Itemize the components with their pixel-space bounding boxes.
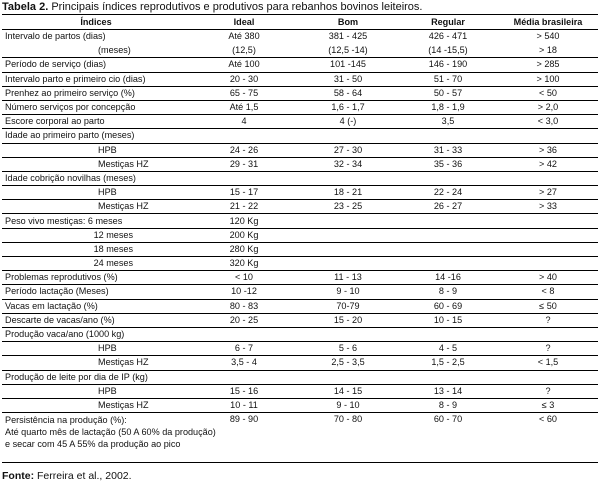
- row-value: Até 1,5: [229, 102, 259, 113]
- table-row: [2, 100, 598, 114]
- row-label: Escore corporal ao parto: [5, 116, 105, 127]
- table-row-persistencia: [2, 413, 598, 463]
- row-value: 31 - 50: [333, 73, 363, 84]
- table-row: [2, 30, 598, 44]
- source-label: Fonte:: [2, 470, 35, 482]
- header-indices: Índices: [80, 16, 112, 27]
- row-value: < 3,0: [537, 116, 559, 127]
- row-value: 13 - 14: [433, 385, 463, 396]
- table-row: [2, 257, 598, 271]
- row-value: [398, 228, 498, 242]
- row-value: 4 (-): [339, 116, 357, 127]
- table-row: [2, 72, 598, 86]
- row-label: Intervalo de partos (dias): [5, 31, 106, 42]
- row-value: 146 - 190: [428, 59, 468, 70]
- row-label: Intervalo parto e primeiro cio (dias): [5, 73, 146, 84]
- table-row: [2, 200, 598, 214]
- row-value: [190, 171, 298, 185]
- row-value: > 18: [539, 45, 557, 56]
- row-label: HPB: [98, 144, 117, 155]
- row-value: > 36: [539, 144, 557, 155]
- row-label: Número serviços por concepção: [5, 102, 136, 113]
- row-value: > 100: [536, 73, 560, 84]
- row-value: 2,5 - 3,5: [331, 357, 365, 368]
- row-value: ?: [545, 385, 551, 396]
- row-value: 58 - 64: [333, 87, 363, 98]
- row-label: Problemas reprodutivos (%): [5, 272, 118, 283]
- row-value: 15 - 20: [333, 314, 363, 325]
- persistencia-value: 60 - 70: [433, 414, 463, 425]
- table-row: [2, 86, 598, 100]
- row-value: > 40: [539, 272, 557, 283]
- row-value: [398, 327, 498, 341]
- row-value: 50 - 57: [433, 87, 463, 98]
- row-value: 10 - 11: [230, 399, 258, 410]
- row-value: 80 - 83: [229, 300, 259, 311]
- row-value: 3,5 - 4: [231, 357, 257, 368]
- table-row: [2, 44, 598, 58]
- row-value: [190, 370, 298, 384]
- row-value: < 1,5: [537, 357, 559, 368]
- row-label: (meses): [98, 45, 131, 56]
- row-value: ?: [545, 314, 551, 325]
- row-value: 51 - 70: [433, 73, 463, 84]
- row-value: (12,5): [232, 45, 256, 56]
- row-label: Vacas em lactação (%): [5, 300, 98, 311]
- row-value: [498, 327, 598, 341]
- table-row: [2, 356, 598, 370]
- row-value: 15 - 16: [229, 385, 259, 396]
- header-ideal: Ideal: [233, 16, 255, 27]
- row-value: [498, 228, 598, 242]
- row-value: 5 - 6: [338, 343, 358, 354]
- table-row: [2, 313, 598, 327]
- row-value: > 2,0: [537, 102, 559, 113]
- header-media-brasileira: Média brasileira: [513, 16, 583, 27]
- table-header-row: [2, 15, 598, 30]
- row-value: 21 - 22: [229, 201, 259, 212]
- row-label: 18 meses: [93, 243, 133, 254]
- table-row: [2, 115, 598, 129]
- table-row: [2, 129, 598, 143]
- row-value: 15 - 17: [229, 187, 259, 198]
- row-value: > 27: [539, 187, 557, 198]
- row-label: HPB: [98, 187, 117, 198]
- row-value: Até 100: [228, 59, 260, 70]
- table-row: [2, 214, 598, 228]
- row-value: > 33: [539, 201, 557, 212]
- row-value: 120 Kg: [229, 215, 259, 226]
- table-row: [2, 143, 598, 157]
- row-value: ≤ 3: [541, 399, 555, 410]
- row-value: 9 - 10: [336, 286, 360, 297]
- row-value: 11 - 13: [334, 272, 362, 283]
- row-label: HPB: [98, 343, 117, 354]
- row-value: 10 - 15: [433, 314, 463, 325]
- row-value: 29 - 31: [229, 158, 259, 169]
- row-value: 320 Kg: [229, 258, 259, 269]
- row-value: 35 - 36: [433, 158, 463, 169]
- row-value: < 8: [541, 286, 555, 297]
- row-value: 60 - 69: [433, 300, 463, 311]
- table-source: [2, 470, 132, 483]
- row-value: [398, 214, 498, 228]
- row-label: Mestiças HZ: [98, 357, 149, 368]
- row-value: 3,5: [441, 116, 455, 127]
- row-value: [498, 214, 598, 228]
- row-value: 1,6 - 1,7: [331, 102, 365, 113]
- row-value: 32 - 34: [333, 158, 363, 169]
- row-value: [498, 370, 598, 384]
- row-value: 14 -16: [435, 272, 461, 283]
- row-value: (14 -15,5): [428, 45, 468, 56]
- row-label: Mestiças HZ: [98, 399, 149, 410]
- row-value: < 50: [539, 87, 557, 98]
- row-value: > 540: [536, 31, 560, 42]
- row-value: 22 - 24: [433, 187, 463, 198]
- table-row: [2, 370, 598, 384]
- row-value: [298, 214, 398, 228]
- table-body: [2, 30, 598, 463]
- table-caption: [2, 1, 422, 14]
- row-label: Período de serviço (dias): [5, 59, 107, 70]
- row-value: > 285: [536, 59, 560, 70]
- row-value: 26 - 27: [433, 201, 463, 212]
- row-label: HPB: [98, 385, 117, 396]
- row-value: 23 - 25: [333, 201, 363, 212]
- row-value: 1,8 - 1,9: [431, 102, 465, 113]
- persistencia-label: [2, 413, 216, 463]
- row-value: 9 - 10: [336, 399, 360, 410]
- row-value: [298, 228, 398, 242]
- row-label: Prenhez ao primeiro serviço (%): [5, 87, 135, 98]
- row-value: [298, 327, 398, 341]
- row-label: 12 meses: [93, 229, 133, 240]
- row-value: [398, 129, 498, 143]
- row-value: [190, 129, 298, 143]
- row-value: (12,5 -14): [328, 45, 368, 56]
- table-row: [2, 242, 598, 256]
- row-value: 6 - 7: [234, 343, 254, 354]
- row-label: Peso vivo mestiças: 6 meses: [5, 215, 123, 226]
- row-value: 31 - 33: [433, 144, 463, 155]
- persistencia-value: < 60: [539, 414, 557, 425]
- row-value: [298, 257, 398, 271]
- row-value: < 10: [235, 272, 253, 283]
- row-label: 24 meses: [93, 258, 133, 269]
- row-value: 4 - 5: [438, 343, 458, 354]
- row-label: Mestiças HZ: [98, 201, 149, 212]
- row-value: [298, 129, 398, 143]
- row-value: 70-79: [336, 300, 360, 311]
- row-value: 200 Kg: [229, 229, 259, 240]
- table-row: [2, 186, 598, 200]
- persistencia-label-line: Até quarto mês de lactação (50 A 60% da produção): [5, 427, 216, 438]
- header-bom: Bom: [337, 16, 359, 27]
- row-value: 8 - 9: [438, 286, 458, 297]
- table-row: [2, 398, 598, 412]
- row-value: [498, 129, 598, 143]
- persistencia-label-line: e secar com 45 A 55% da produção ao pico: [5, 439, 181, 450]
- row-value: [398, 257, 498, 271]
- row-value: [298, 370, 398, 384]
- persistencia-value: 70 - 80: [333, 414, 363, 425]
- row-label: Produção vaca/ano (1000 kg): [5, 329, 125, 340]
- header-regular: Regular: [431, 16, 465, 27]
- row-value: 20 - 25: [229, 314, 259, 325]
- row-value: 426 - 471: [428, 31, 468, 42]
- row-value: > 42: [539, 158, 557, 169]
- persistencia-value: 89 - 90: [229, 414, 259, 425]
- row-label: Produção de leite por dia de IP (kg): [5, 371, 148, 382]
- table-row: [2, 58, 598, 72]
- row-label: Descarte de vacas/ano (%): [5, 314, 115, 325]
- indices-table: [2, 14, 598, 463]
- source-text: Ferreira et al., 2002.: [34, 470, 132, 482]
- row-value: ≤ 50: [539, 300, 557, 311]
- row-label: Idade cobrição novilhas (meses): [5, 172, 136, 183]
- caption-text: Principais índices reprodutivos e produtivos para rebanhos bovinos leiteiros.: [48, 1, 423, 13]
- row-value: [498, 242, 598, 256]
- row-value: 280 Kg: [229, 243, 259, 254]
- row-value: [498, 171, 598, 185]
- row-value: 65 - 75: [229, 87, 259, 98]
- row-value: 1,5 - 2,5: [431, 357, 465, 368]
- row-value: 10 -12: [231, 286, 257, 297]
- row-value: [398, 242, 498, 256]
- row-value: 4: [241, 116, 247, 127]
- row-value: 14 - 15: [333, 385, 363, 396]
- row-label: Mestiças HZ: [98, 158, 149, 169]
- persistencia-label-line: Persistência na produção (%):: [5, 415, 127, 426]
- row-value: 8 - 9: [438, 399, 458, 410]
- row-label: Idade ao primeiro parto (meses): [5, 130, 135, 141]
- row-value: 27 - 30: [333, 144, 363, 155]
- row-value: [298, 242, 398, 256]
- row-value: [398, 370, 498, 384]
- row-value: [398, 171, 498, 185]
- row-value: ?: [545, 343, 551, 354]
- table-row: [2, 384, 598, 398]
- row-value: 20 - 30: [229, 73, 259, 84]
- table-row: [2, 271, 598, 285]
- row-value: Até 380: [228, 31, 260, 42]
- row-value: 24 - 26: [229, 144, 259, 155]
- table-row: [2, 228, 598, 242]
- row-value: [298, 171, 398, 185]
- caption-label: Tabela 2.: [2, 1, 49, 13]
- row-value: [498, 257, 598, 271]
- table-row: [2, 171, 598, 185]
- row-value: 381 - 425: [328, 31, 368, 42]
- table-row: [2, 327, 598, 341]
- row-label: Período lactação (Meses): [5, 286, 109, 297]
- table-row: [2, 157, 598, 171]
- row-value: 101 -145: [330, 59, 366, 70]
- table-row: [2, 299, 598, 313]
- row-value: [190, 327, 298, 341]
- table-row: [2, 342, 598, 356]
- table-row: [2, 285, 598, 299]
- row-value: 18 - 21: [333, 187, 363, 198]
